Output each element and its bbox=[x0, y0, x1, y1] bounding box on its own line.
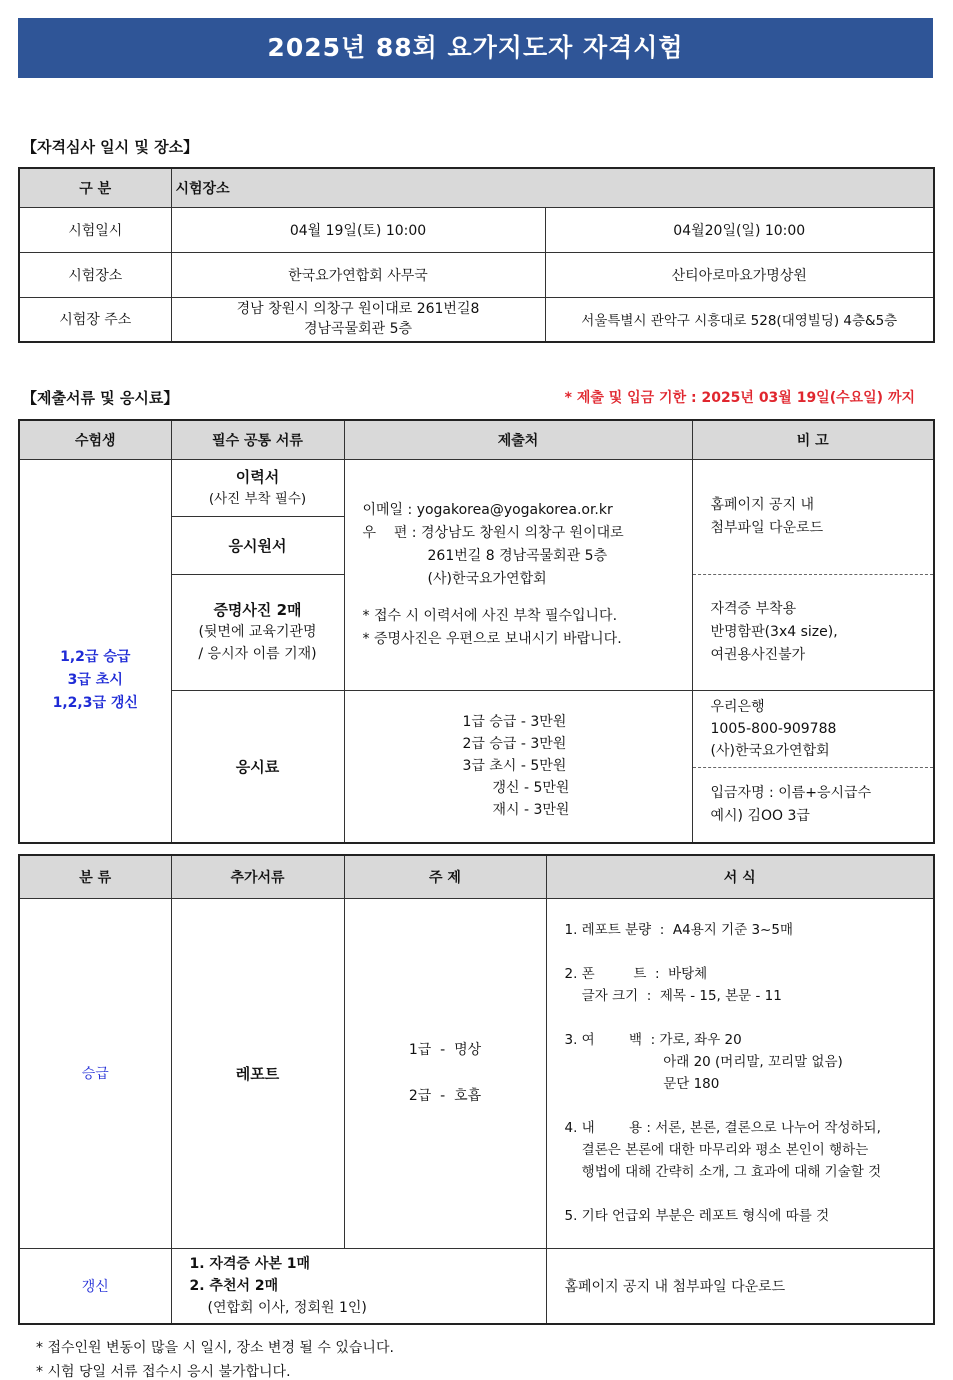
doc-photo-title: 증명사진 2매 bbox=[213, 601, 302, 619]
header-category: 구 분 bbox=[19, 168, 171, 207]
header-candidate: 수험생 bbox=[19, 420, 171, 459]
doc-photo bbox=[171, 574, 344, 690]
submit-info bbox=[344, 459, 692, 690]
remark-depositor-line1: 입금자명 : 이름+응시급수 bbox=[710, 784, 872, 801]
address-seoul: 서울특별시 관악구 시흥대로 528(대영빌딩) 4층&5층 bbox=[545, 297, 934, 342]
row-label-date: 시험일시 bbox=[19, 207, 171, 252]
header-format: 서 식 bbox=[546, 855, 934, 898]
fee-1: 1급 승급 - 3만원 bbox=[462, 714, 567, 731]
date-changwon: 04월 19일(토) 10:00 bbox=[171, 207, 545, 252]
renew-doc-recommendation: 2. 추천서 2매 bbox=[189, 1277, 279, 1294]
fee-5: 재시 - 3만원 bbox=[492, 802, 570, 819]
format-line: 결론은 본론에 대한 마무리와 평소 본인이 행하는 bbox=[564, 1142, 869, 1158]
header-remarks: 비 고 bbox=[692, 420, 934, 459]
additional-doc-report: 레포트 bbox=[171, 898, 344, 1248]
format-line: 글자 크기 : 제목 - 15, 본문 - 11 bbox=[564, 988, 782, 1004]
format-line bbox=[565, 1095, 934, 1117]
submit-note2: * 증명사진은 우편으로 보내시기 바랍니다. bbox=[362, 630, 622, 647]
remark-bank-line3: (사)한국요가연합회 bbox=[710, 742, 830, 759]
renew-doc-certificate: 1. 자격증 사본 1매 bbox=[189, 1255, 311, 1272]
candidate-types bbox=[19, 459, 171, 843]
remark-bank bbox=[692, 690, 934, 767]
remark-homepage-line2: 첨부파일 다운로드 bbox=[710, 519, 824, 536]
documents-table bbox=[18, 419, 935, 844]
footnote-1: * 접수인원 변동이 많을 시 일시, 장소 변경 될 수 있습니다. bbox=[36, 1340, 394, 1356]
format-line: 행법에 대해 간략히 소개, 그 효과에 대해 기술할 것 bbox=[564, 1164, 882, 1180]
format-line: 2. 폰 트 : 바탕체 bbox=[564, 966, 708, 982]
format-line bbox=[565, 1007, 934, 1029]
submit-note1: * 접수 시 이력서에 사진 부착 필수입니다. bbox=[362, 607, 618, 624]
doc-resume bbox=[171, 459, 344, 516]
remark-depositor bbox=[692, 767, 934, 843]
format-line: 5. 기타 언급외 부분은 레포트 형식에 따를 것 bbox=[564, 1208, 830, 1224]
row-label-venue: 시험장소 bbox=[19, 252, 171, 297]
remark-homepage-line1: 홈페이지 공지 내 bbox=[710, 496, 815, 513]
format-line: 4. 내 용 : 서론, 본론, 결론으로 나누어 작성하되, bbox=[564, 1120, 881, 1136]
remark-depositor-line2: 예시) 김OO 3급 bbox=[710, 807, 810, 824]
candidate-renew: 1,2,3급 갱신 bbox=[52, 695, 138, 712]
additional-docs-table bbox=[18, 854, 935, 1325]
fee-list bbox=[344, 690, 692, 843]
header-submit-to: 제출처 bbox=[344, 420, 692, 459]
report-format bbox=[546, 898, 934, 1248]
candidate-new: 3급 초시 bbox=[67, 672, 123, 689]
header-topic: 주 제 bbox=[344, 855, 546, 898]
remark-homepage bbox=[692, 459, 934, 574]
doc-resume-note: (사진 부착 필수) bbox=[208, 490, 307, 507]
doc-resume-title: 이력서 bbox=[235, 467, 280, 486]
header-required-docs: 필수 공통 서류 bbox=[171, 420, 344, 459]
topic-level1: 1급 - 명상 bbox=[408, 1042, 482, 1058]
venue-changwon: 한국요가연합회 사무국 bbox=[171, 252, 545, 297]
category-renew: 갱신 bbox=[19, 1248, 171, 1324]
remark-bank-line2: 1005-800-909788 bbox=[710, 720, 837, 737]
exam-schedule-table bbox=[18, 167, 935, 343]
doc-photo-note2: / 응시자 이름 기재) bbox=[198, 646, 317, 662]
address-changwon-line1: 경남 창원시 의창구 원이대로 261번길8 bbox=[236, 301, 480, 318]
remark-bank-line1: 우리은행 bbox=[710, 698, 765, 715]
renew-docs bbox=[171, 1248, 546, 1324]
candidate-promo: 1,2급 승급 bbox=[60, 649, 131, 666]
venue-seoul: 산티아로마요가명상원 bbox=[545, 252, 934, 297]
fee-3: 3급 초시 - 5만원 bbox=[462, 758, 567, 775]
category-promo: 승급 bbox=[19, 898, 171, 1248]
remark-photo-line1: 자격증 부착용 bbox=[710, 600, 797, 617]
fee-2: 2급 승급 - 3만원 bbox=[462, 736, 567, 753]
format-line: 3. 여 백 : 가로, 좌우 20 bbox=[564, 1032, 742, 1048]
renew-doc-note: (연합회 이사, 정회원 1인) bbox=[207, 1299, 367, 1316]
section-documents-label: 【제출서류 및 응시료】 bbox=[22, 389, 179, 407]
doc-application: 응시원서 bbox=[171, 516, 344, 574]
doc-fee: 응시료 bbox=[171, 690, 344, 843]
address-changwon-line2: 경남곡물회관 5층 bbox=[303, 321, 413, 338]
fee-4: 갱신 - 5만원 bbox=[492, 780, 570, 797]
remark-photo bbox=[692, 574, 934, 690]
remark-photo-line3: 여권용사진불가 bbox=[710, 646, 806, 663]
format-line: 문단 180 bbox=[564, 1076, 720, 1092]
header-classification: 분 류 bbox=[19, 855, 171, 898]
renew-format: 홈페이지 공지 내 첨부파일 다운로드 bbox=[546, 1248, 934, 1324]
submit-email: 이메일 : yogakorea@yogakorea.or.kr bbox=[362, 501, 613, 518]
header-additional-docs: 추가서류 bbox=[171, 855, 344, 898]
footnote-2: * 시험 당일 서류 접수시 응시 불가합니다. bbox=[36, 1364, 291, 1380]
remark-photo-line2: 반명함판(3x4 size), bbox=[710, 623, 838, 640]
header-location: 시험장소 bbox=[171, 168, 934, 207]
deadline-notice: * 제출 및 입금 기한 : 2025년 03월 19일(수요일) 까지 bbox=[564, 390, 915, 406]
row-label-address: 시험장 주소 bbox=[19, 297, 171, 342]
format-line bbox=[565, 1183, 934, 1205]
address-changwon bbox=[171, 297, 545, 342]
report-topics bbox=[344, 898, 546, 1248]
submit-post-line3: (사)한국요가연합회 bbox=[427, 570, 547, 587]
format-line: 1. 레포트 분량 : A4용지 기준 3~5매 bbox=[564, 922, 793, 938]
format-line bbox=[565, 941, 934, 963]
doc-photo-note1: (뒷면에 교육기관명 bbox=[198, 624, 317, 640]
date-seoul: 04월20일(일) 10:00 bbox=[545, 207, 934, 252]
submit-post-line1: 우 편 : 경상남도 창원시 의창구 원이대로 bbox=[362, 524, 624, 541]
submit-post-line2: 261번길 8 경남곡물회관 5층 bbox=[427, 547, 608, 564]
format-line: 아래 20 (머리말, 꼬리말 없음) bbox=[564, 1054, 843, 1070]
topic-level2: 2급 - 호흡 bbox=[408, 1088, 482, 1104]
section-exam-schedule-label: 【자격심사 일시 및 장소】 bbox=[22, 138, 199, 156]
page-title: 2025년 88회 요가지도자 자격시험 bbox=[18, 18, 933, 78]
